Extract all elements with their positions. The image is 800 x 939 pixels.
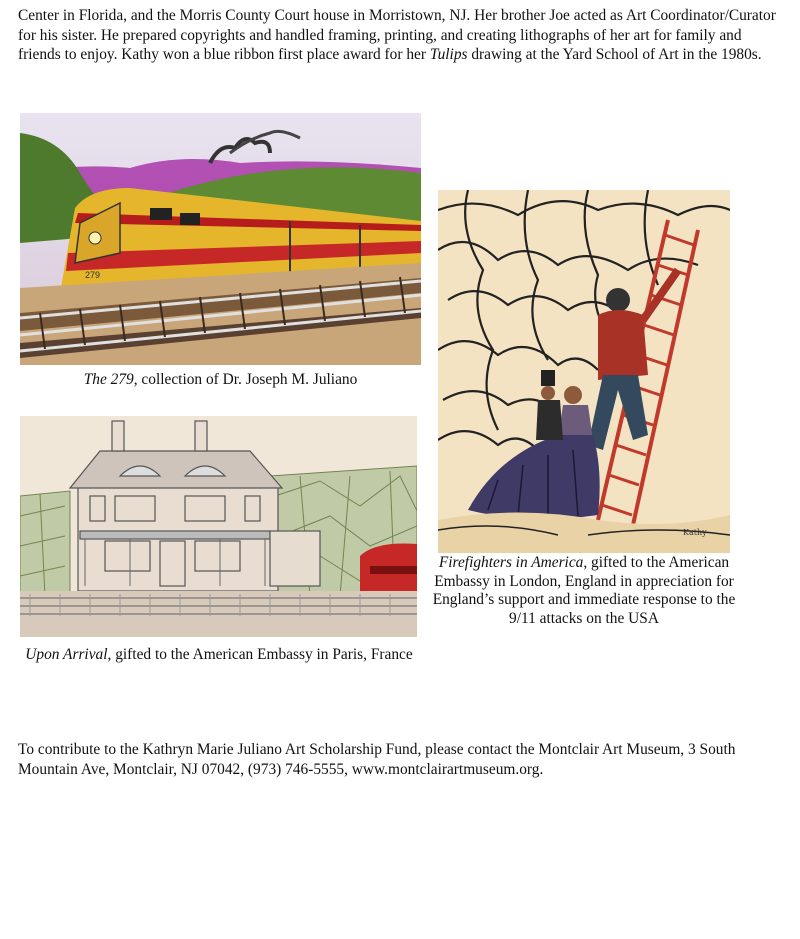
caption-text: , gifted to the American Embassy in London, England in appreciation for England’s support and immediate response to the 9/11 attacks on the USA <box>432 554 736 627</box>
caption-title: Firefighters in America <box>438 554 584 571</box>
intro-text-part2: drawing at the Yard School of Art in the 1980s. <box>467 46 762 64</box>
caption-text: , collection of Dr. Joseph M. Juliano <box>133 371 358 388</box>
caption-title: The 279 <box>83 371 134 388</box>
caption-upon-arrival <box>14 646 424 665</box>
artwork-upon-arrival <box>20 416 417 637</box>
caption-title: Upon Arrival <box>25 646 108 663</box>
closing-paragraph: To contribute to the Kathryn Marie Juliano Art Scholarship Fund, please contact the Montclair Art Museum, 3 South Mountain Ave, Montclair, NJ 07042, (973) 746-5555, www.montclairartmuseum.org. <box>18 741 736 778</box>
artwork-firefighters-in-america <box>438 190 730 553</box>
caption-firefighters-in-america <box>430 554 738 628</box>
artwork-the-279 <box>20 113 421 365</box>
svg-text:279: 279 <box>85 270 101 280</box>
svg-text:Kathy: Kathy <box>683 528 707 537</box>
intro-paragraph <box>18 6 788 65</box>
caption-the-279 <box>20 371 421 390</box>
tulips-title: Tulips <box>429 46 468 64</box>
intro-text-part1: Center in Florida, and the Morris County Court house in Morristown, NJ. Her brother Joe acted as Art Coordinator/Curator for his sister. He prepared copyrights and handled framing, printing, and creating lithographs of her art for family and friends to enjoy. Kathy won a blue ribbon first place award for her <box>18 7 776 64</box>
caption-text: , gifted to the American Embassy in Paris, France <box>107 646 413 663</box>
